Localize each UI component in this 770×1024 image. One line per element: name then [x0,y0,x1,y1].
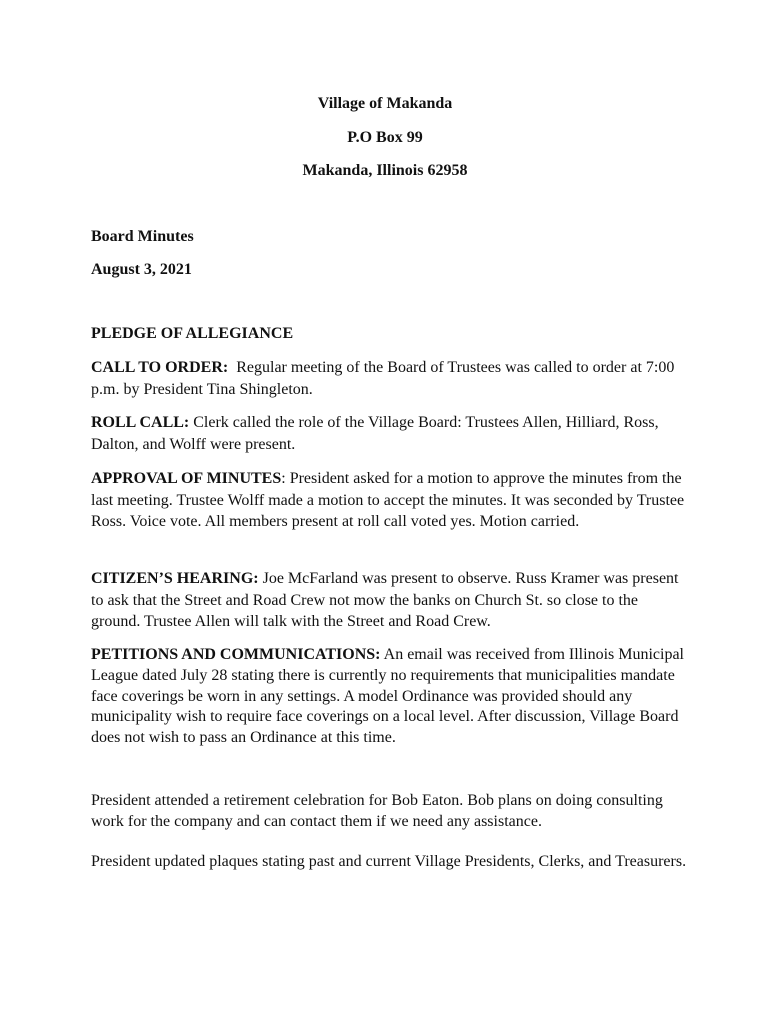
retirement-paragraph [91,791,691,833]
retirement-text: President attended a retirement celebration for Bob Eaton. Bob plans on doing consulting work for the company and can contact them if we need any assistance. [91,792,663,830]
plaques-paragraph [91,852,691,873]
roll-call-paragraph [91,412,691,455]
call-to-order-paragraph [91,357,691,400]
po-box: P.O Box 99 [347,129,423,146]
petitions-text: An email was received from Illinois Municipal League dated July 28 stating there is currently no requirements that municipalities mandate face coverings be worn in any settings. A model Ordinance was provided should any municipality wish to require face coverings on a local level. After discussion, Village Board does not wish to pass an Ordinance at this time. [91,646,684,747]
citizens-hearing-text: Joe McFarland was present to observe. Russ Kramer was present to ask that the Street and Road Crew not mow the banks on Church St. so close to the ground. Trustee Allen will talk with the Street and Road Crew. [91,570,679,630]
doc-type: Board Minutes [91,228,194,245]
approval-of-minutes-label: APPROVAL OF MINUTES [91,470,282,487]
approval-of-minutes-text: : President asked for a motion to approve the minutes from the last meeting. Trustee Wolff made a motion to accept the minutes. It was seconded by Trustee Ross. Voice vote. All members present at roll call voted yes. Motion carried. [91,470,685,530]
plaques-text: President updated plaques stating past and current Village Presidents, Clerks, and Treasurers. [91,853,687,870]
call-to-order-label: CALL TO ORDER: [91,359,229,376]
approval-of-minutes-paragraph [91,468,691,533]
petitions-paragraph [91,645,691,749]
roll-call-label: ROLL CALL: [91,414,190,431]
city-state-zip: Makanda, Illinois 62958 [302,162,468,179]
citizens-hearing-paragraph [91,568,691,633]
petitions-label: PETITIONS AND COMMUNICATIONS: [91,646,381,663]
meeting-date: August 3, 2021 [91,261,192,278]
citizens-hearing-label: CITIZEN’S HEARING: [91,570,259,587]
pledge-heading: PLEDGE OF ALLEGIANCE [91,325,294,342]
org-name: Village of Makanda [317,95,453,112]
call-to-order-text: Regular meeting of the Board of Trustees was called to order at 7:00 p.m. by President Tina Shingleton. [91,359,675,398]
roll-call-text: Clerk called the role of the Village Board: Trustees Allen, Hilliard, Ross, Dalton, and Wolff were present. [91,414,659,453]
